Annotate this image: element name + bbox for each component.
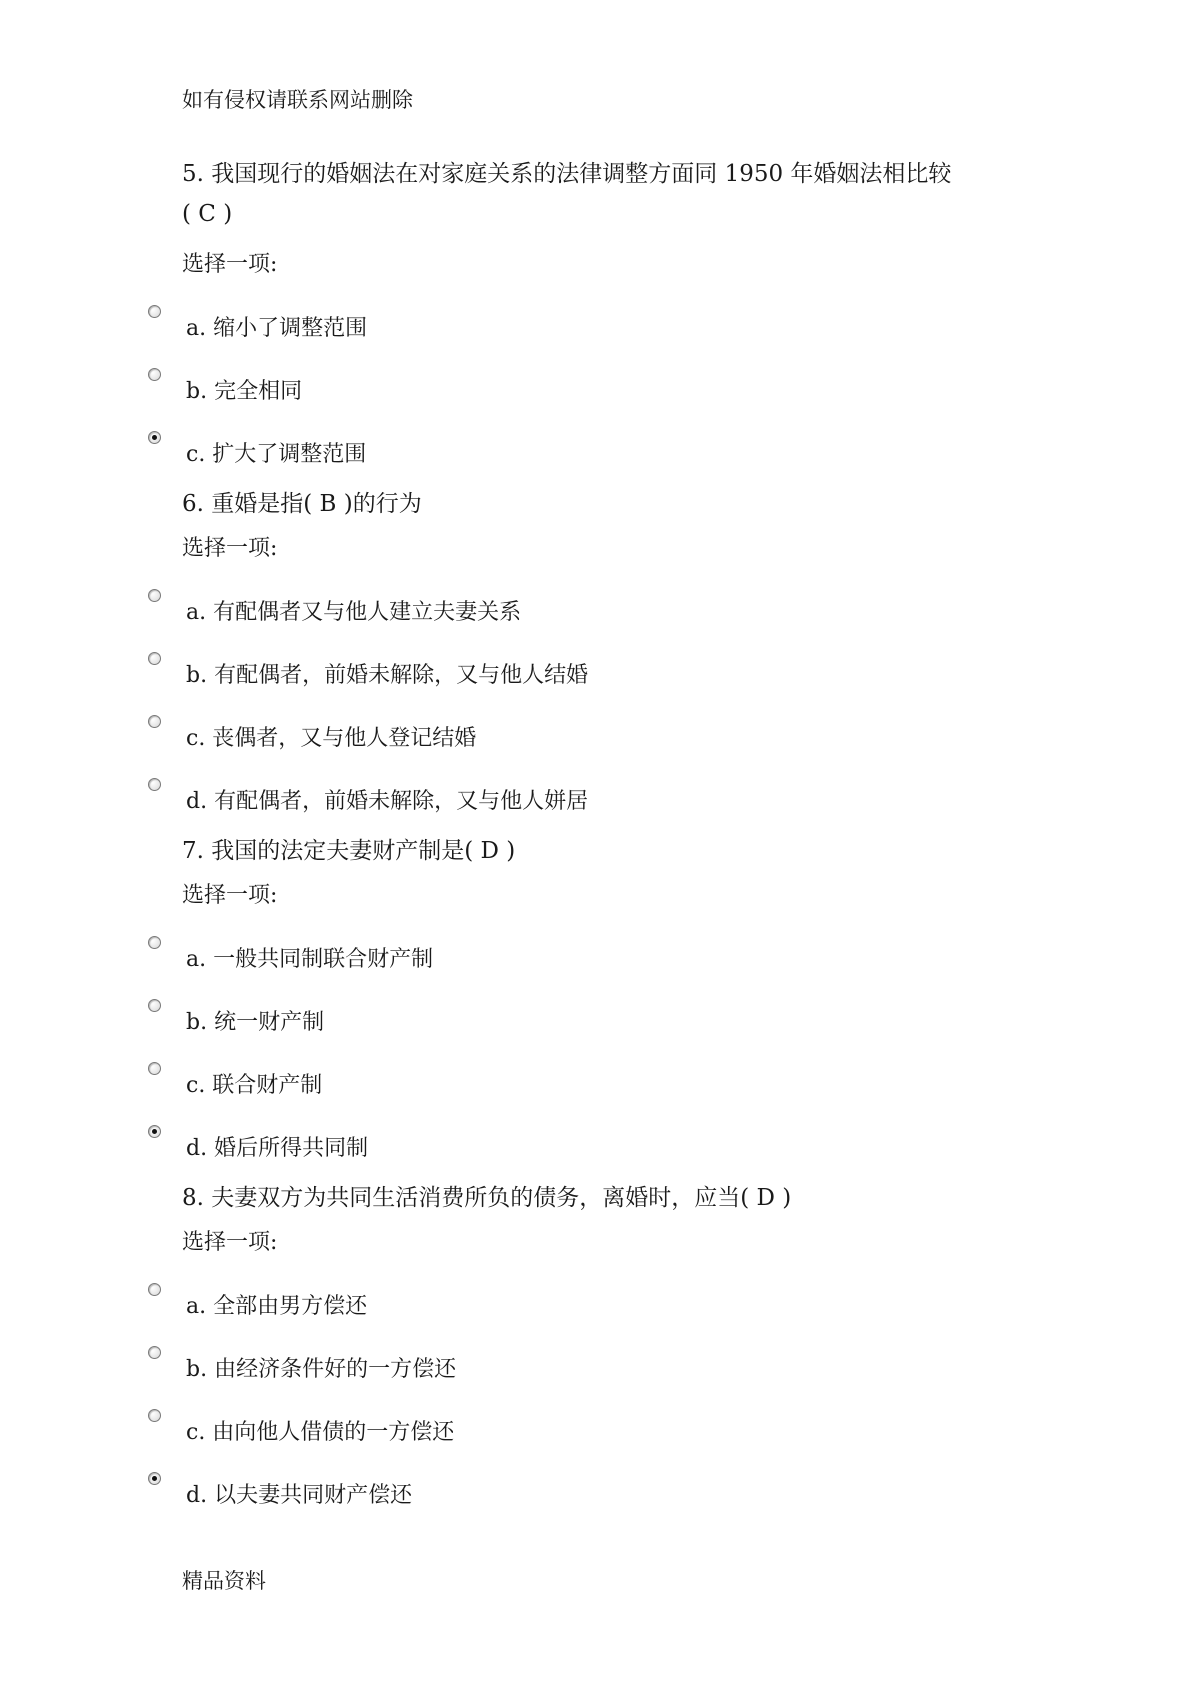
question-7-option-c-label: c. 联合财产制 (186, 1073, 323, 1098)
question-6-option-a-label: a. 有配偶者又与他人建立夫妻关系 (186, 600, 522, 625)
question-6-prompt: 选择一项: (182, 536, 278, 561)
question-6-option-a-radio[interactable] (148, 589, 161, 602)
question-6-option-b-radio[interactable] (148, 652, 161, 665)
question-6-text: 6. 重婚是指( B )的行为 (182, 491, 422, 517)
question-7-option-b-radio[interactable] (148, 999, 161, 1012)
question-8-option-c-label: c. 由向他人借债的一方偿还 (186, 1420, 455, 1445)
question-5-option-b-label: b. 完全相同 (186, 379, 303, 404)
question-6-option-c-radio[interactable] (148, 715, 161, 728)
question-5-option-a-radio[interactable] (148, 305, 161, 318)
question-5-option-b-radio[interactable] (148, 368, 161, 381)
question-5-option-c-label: c. 扩大了调整范围 (186, 442, 367, 467)
question-7-option-b-label: b. 统一财产制 (186, 1010, 325, 1035)
question-6-option-d-label: d. 有配偶者，前婚未解除，又与他人姘居 (186, 789, 589, 814)
question-8-option-d-radio[interactable] (148, 1472, 161, 1485)
question-6-option-b-label: b. 有配偶者，前婚未解除，又与他人结婚 (186, 663, 589, 688)
question-5-answer: ( C ) (182, 201, 233, 227)
question-8-option-a-label: a. 全部由男方偿还 (186, 1294, 368, 1319)
question-8-option-b-radio[interactable] (148, 1346, 161, 1359)
header-note: 如有侵权请联系网站删除 (182, 88, 413, 112)
question-8-prompt: 选择一项: (182, 1230, 278, 1255)
question-5-text: 5. 我国现行的婚姻法在对家庭关系的法律调整方面同 1950 年婚姻法相比较 (182, 161, 952, 187)
question-7-option-c-radio[interactable] (148, 1062, 161, 1075)
question-8-option-b-label: b. 由经济条件好的一方偿还 (186, 1357, 457, 1382)
question-8-option-c-radio[interactable] (148, 1409, 161, 1422)
question-7-option-a-radio[interactable] (148, 936, 161, 949)
footer-note: 精品资料 (182, 1569, 266, 1593)
question-5-option-a-label: a. 缩小了调整范围 (186, 316, 368, 341)
question-6-option-c-label: c. 丧偶者，又与他人登记结婚 (186, 726, 477, 751)
question-8-option-d-label: d. 以夫妻共同财产偿还 (186, 1483, 413, 1508)
question-8-text: 8. 夫妻双方为共同生活消费所负的债务，离婚时，应当( D ) (182, 1185, 792, 1211)
question-6-option-d-radio[interactable] (148, 778, 161, 791)
question-5-prompt: 选择一项: (182, 252, 278, 277)
question-7-prompt: 选择一项: (182, 883, 278, 908)
question-7-option-d-radio[interactable] (148, 1125, 161, 1138)
question-5-option-c-radio[interactable] (148, 431, 161, 444)
question-7-option-d-label: d. 婚后所得共同制 (186, 1136, 369, 1161)
question-7-text: 7. 我国的法定夫妻财产制是( D ) (182, 838, 516, 864)
question-7-option-a-label: a. 一般共同制联合财产制 (186, 947, 434, 972)
question-8-option-a-radio[interactable] (148, 1283, 161, 1296)
